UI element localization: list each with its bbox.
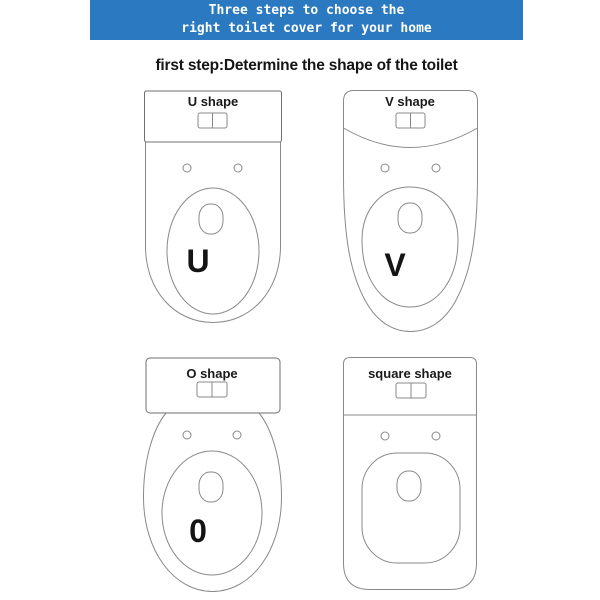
o-seat-outline [162, 451, 262, 575]
figure-v-shape [343, 90, 478, 332]
figure-u-shape [144, 88, 282, 324]
banner-line-2: right toilet cover for your home [181, 21, 432, 36]
u-hinge-holes [183, 164, 242, 172]
square-hinge-holes [381, 432, 440, 440]
figure-o-shape [143, 355, 282, 592]
square-flush-hole [397, 471, 421, 501]
o-hinge-holes [183, 431, 241, 439]
square-seat-outline [362, 453, 460, 563]
square-shape-toilet-drawing [343, 357, 477, 590]
o-shape-toilet-drawing [143, 355, 282, 592]
banner-line-1: Three steps to choose the [208, 3, 405, 18]
figure-square-shape [343, 357, 477, 590]
v-seat-outline [362, 187, 458, 307]
o-flush-hole [199, 472, 223, 502]
u-shape-toilet-drawing [144, 88, 282, 324]
v-letter: V [384, 247, 406, 283]
u-shape-label: U shape [187, 94, 239, 109]
v-shape-label: V shape [385, 94, 435, 109]
o-shape-label: O shape [186, 366, 238, 381]
step-heading: first step:Determine the shape of the toilet [155, 57, 458, 74]
v-flush-button [396, 113, 425, 128]
u-flush-hole [199, 204, 223, 234]
square-shape-label: square shape [368, 366, 452, 381]
v-flush-hole [398, 203, 422, 233]
v-tank-divider [344, 128, 478, 148]
title-banner [90, 0, 523, 40]
v-hinge-holes [381, 164, 440, 172]
o-letter: 0 [189, 513, 207, 549]
square-flush-button [396, 383, 426, 398]
v-shape-toilet-drawing [343, 90, 478, 332]
u-letter: U [186, 243, 210, 279]
u-seat-outline [167, 188, 259, 314]
u-toilet-body-outline [146, 142, 281, 323]
